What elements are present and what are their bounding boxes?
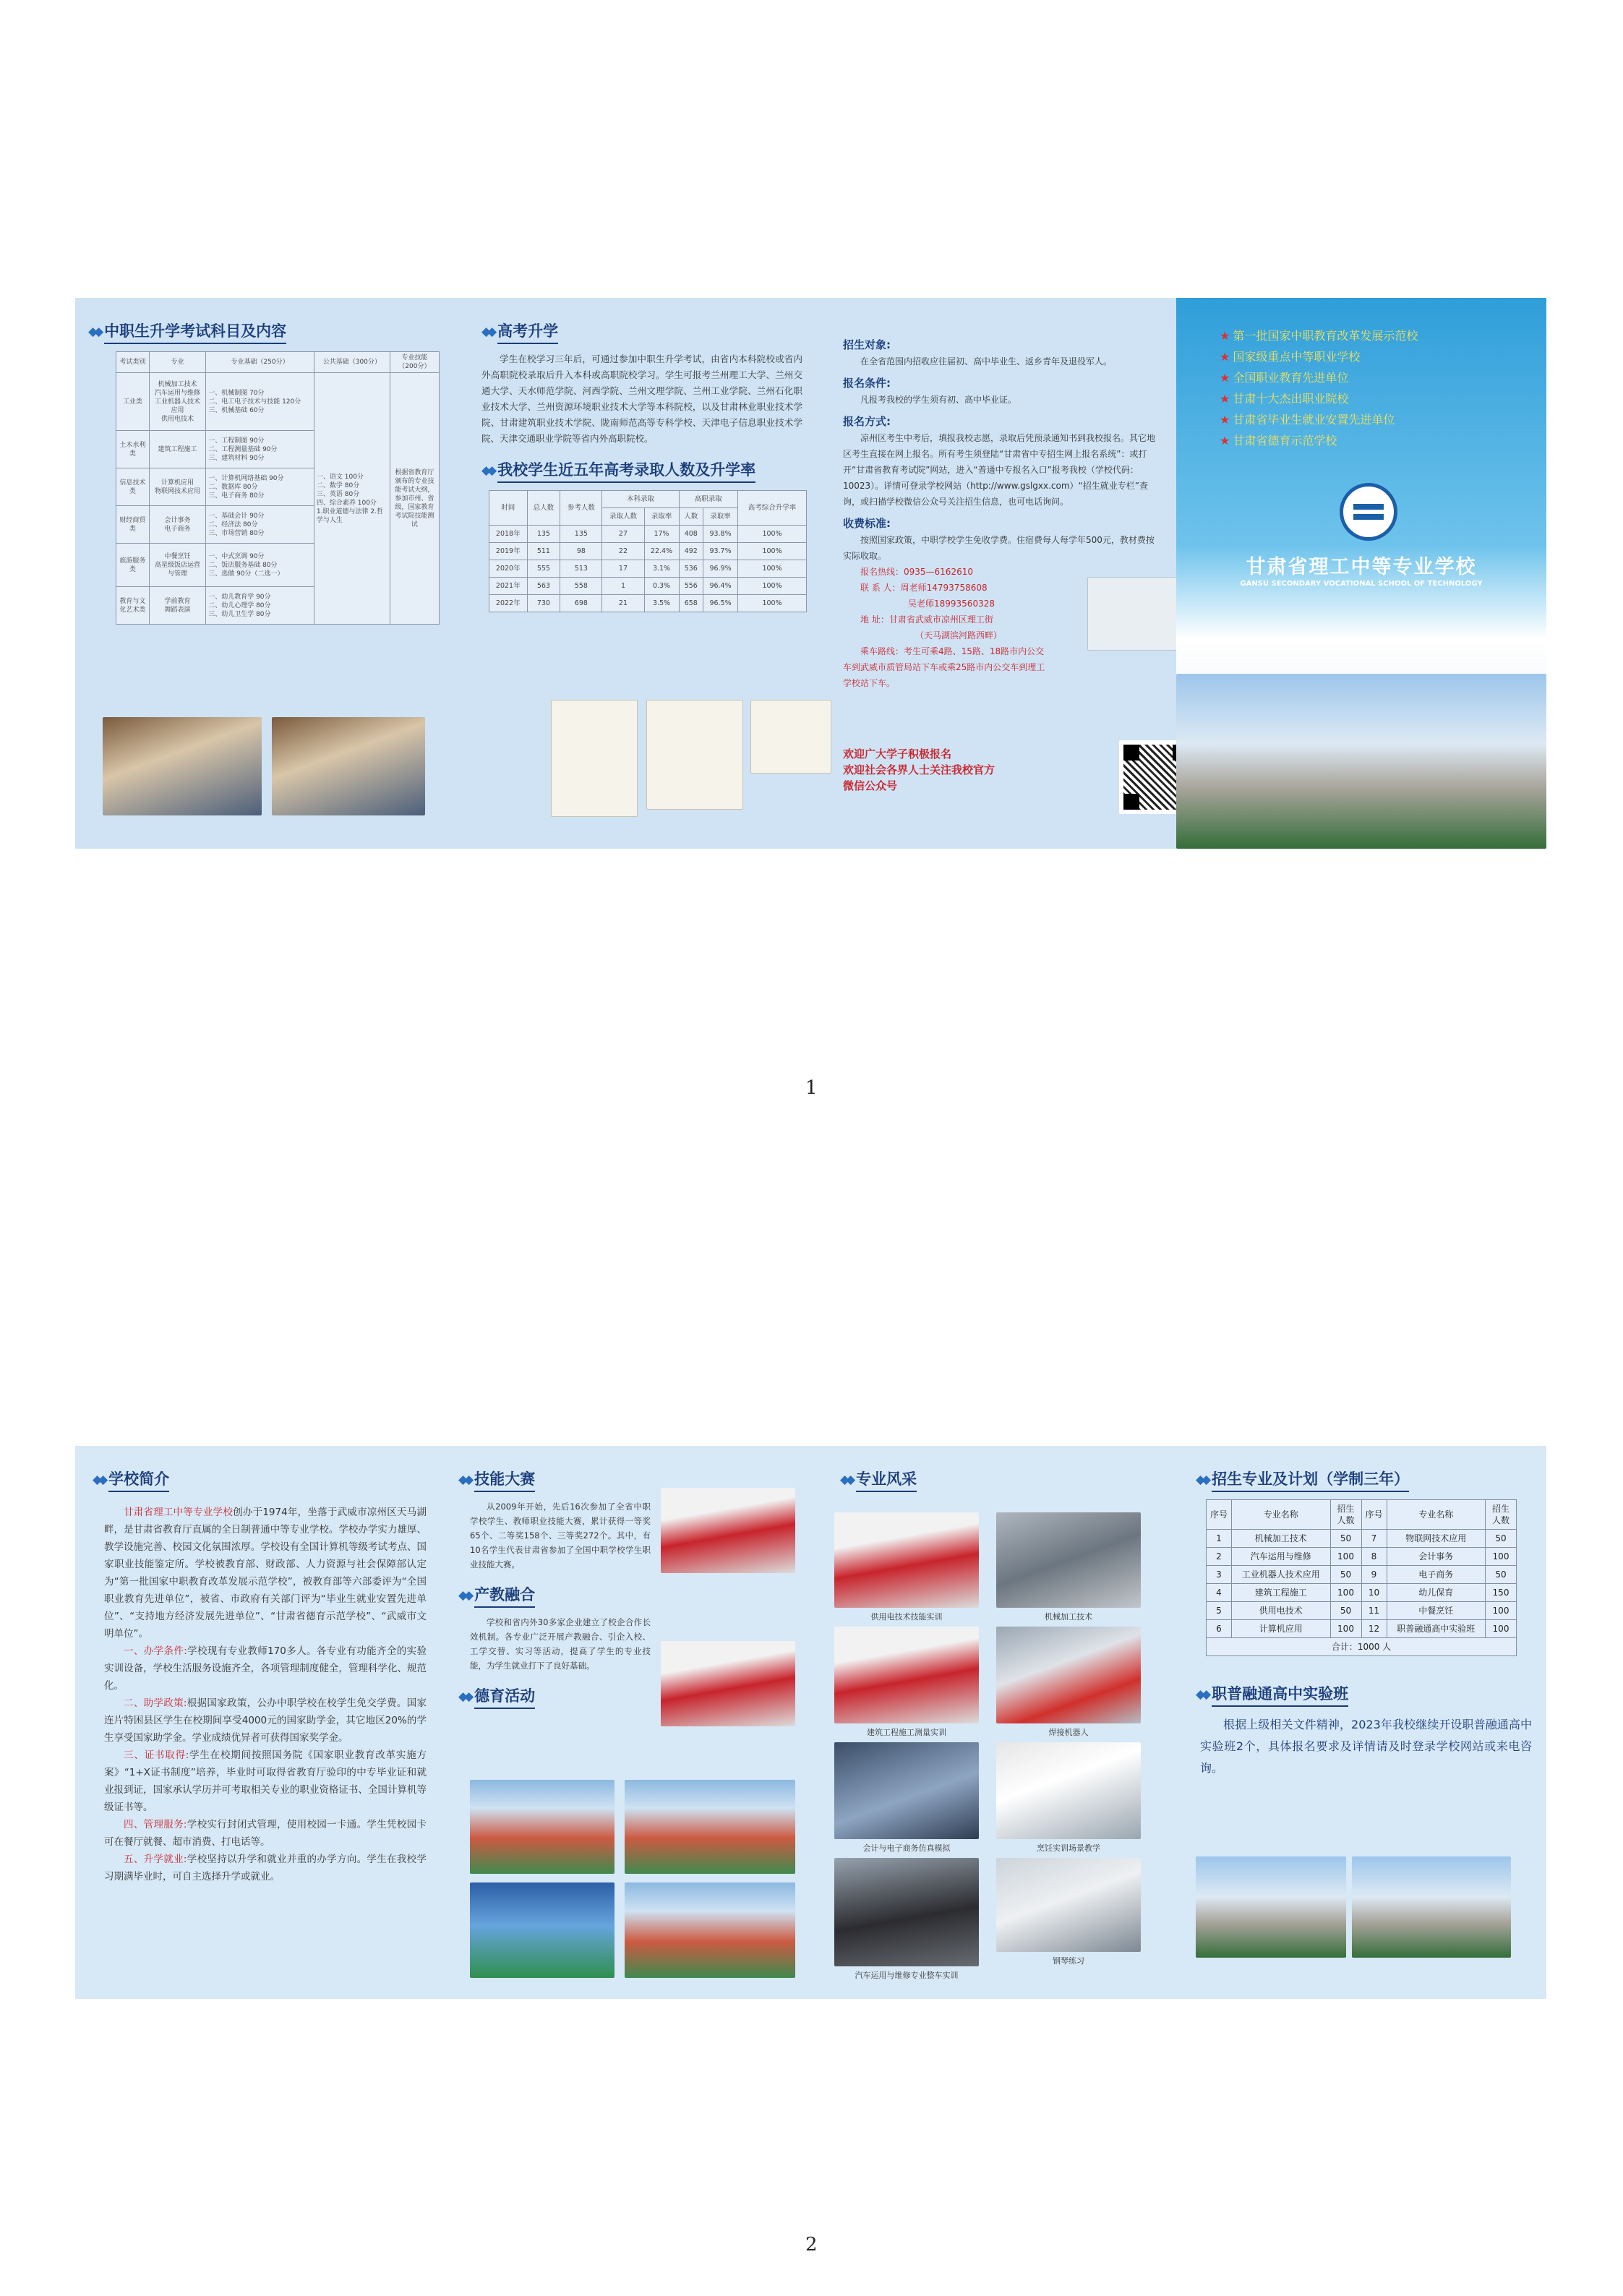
table-cell: 计算机应用 物联网技术应用: [149, 468, 205, 506]
table-cell: 一、幼儿教育学 90分 二、幼儿心理学 80分 三、幼儿卫生学 80分: [206, 587, 314, 625]
major-photo: [996, 1512, 1141, 1608]
major-photo: [834, 1742, 979, 1839]
slogan-text: 欢迎广大学子积极报名: [843, 748, 952, 761]
table-cell: 会计事务: [1387, 1548, 1486, 1566]
intro-text: 二、助学政策:根据国家政策，公办中职学校在校学生免交学费。国家连片特困县区学生在校期间享受4000元的国家助学金，其它地区20%的学生享受国家助学金。学业成绩优异者可获得国家奖学金。: [104, 1697, 427, 1744]
table-cell: 合计：1000 人: [1207, 1638, 1517, 1656]
table-row: [1207, 1530, 1517, 1548]
moral-section-title: ◆◆ 德育活动: [458, 1684, 804, 1709]
table-cell: 100%: [738, 560, 807, 578]
moral-activity-photo: [625, 1780, 795, 1874]
double-chevron-icon: ◆◆: [481, 325, 494, 339]
table-cell: 旅游服务类: [116, 544, 150, 587]
double-chevron-icon: ◆◆: [88, 325, 100, 339]
competition-photo: [661, 1488, 795, 1573]
table-cell: 1: [602, 578, 644, 595]
table-cell: 2021年: [489, 578, 528, 595]
table-header: 高职录取: [679, 491, 738, 508]
campus-photo: [1176, 674, 1546, 849]
table-cell: 50: [1486, 1566, 1517, 1584]
table-cell: 计算机应用: [1232, 1620, 1331, 1638]
moral-activity-photo: [625, 1882, 795, 1978]
majors-panel: [813, 1446, 1174, 1999]
table-cell: 一、计算机网络基础 90分 二、数据库 80分 三、电子商务 80分: [206, 468, 314, 506]
star-icon: ★: [1220, 392, 1230, 406]
gaokao-panel: [451, 298, 827, 849]
table-cell: 一、语文 100分 二、数学 80分 三、英语 80分 四、综合素养 100分 1.职业道德与法律 2.哲学与人生: [314, 373, 390, 625]
pilot-section-title: ◆◆ 职普融通高中实验班: [1196, 1682, 1532, 1707]
star-icon: ★: [1220, 329, 1230, 343]
address-text: （天马湖滨河路西畔）: [915, 630, 1003, 641]
star-icon: ★: [1220, 350, 1230, 364]
table-cell: 730: [527, 595, 560, 612]
stats-section-title: ◆◆ 我校学生近五年高考录取人数及升学率: [481, 458, 814, 483]
photo-caption: 建筑工程施工测量实训: [867, 1728, 946, 1737]
table-cell: 一、基础会计 90分 二、经济法 80分 三、市场营销 80分: [206, 506, 314, 544]
method-label: 报名方式:: [843, 415, 891, 428]
major-photo: [996, 1742, 1141, 1839]
page-number: 2: [805, 2234, 818, 2256]
table-header-row: [116, 352, 440, 373]
exam-section-title: ◆◆ 中职生升学考试科目及内容: [88, 320, 438, 344]
honor-item: ★ 第一批国家中职教育改革发展示范校: [1220, 329, 1418, 343]
table-cell: 50: [1330, 1602, 1361, 1620]
table-header: 专业名称: [1232, 1500, 1331, 1530]
table-cell: 100%: [738, 543, 807, 560]
intro-section-title: ◆◆ 学校简介: [93, 1468, 427, 1492]
table-cell: 698: [560, 595, 602, 612]
industry-photo: [661, 1641, 795, 1726]
intro-text: 三、证书取得:学生在校期间按照国务院《国家职业教育改革实施方案》“1+X证书制度”培养，毕业时可取得省教育厅验印的中专毕业证和就业报到证，国家承认学历并可考取相关专业的职业资格证书、全国计算机等级证书等。: [104, 1749, 427, 1813]
table-cell: 工业类: [116, 373, 150, 431]
table-cell: 8: [1361, 1548, 1387, 1566]
table-header: 专业: [149, 352, 205, 373]
intro-text: 五、升学就业:学校坚持以升学和就业并重的办学方向。学生在我校学习期满毕业时，可自主选择升学或就业。: [104, 1854, 427, 1882]
table-cell: 机械加工技术: [1232, 1530, 1331, 1548]
table-header: 招生人数: [1330, 1500, 1361, 1530]
table-cell: 2022年: [489, 595, 528, 612]
major-photo: [834, 1627, 979, 1723]
table-cell: 96.9%: [703, 560, 738, 578]
table-header: 专业基础（250分）: [206, 352, 314, 373]
star-icon: ★: [1220, 371, 1230, 385]
table-header: 招生人数: [1486, 1500, 1517, 1530]
fee-label: 收费标准:: [843, 517, 891, 530]
table-header: 序号: [1207, 1500, 1232, 1530]
table-cell: 27: [602, 526, 644, 543]
table-cell: 93.8%: [703, 526, 738, 543]
table-header: 时间: [489, 491, 528, 526]
table-cell: 135: [527, 526, 560, 543]
table-row: [489, 543, 807, 560]
table-header: 人数: [679, 508, 703, 526]
double-chevron-icon: ◆◆: [458, 1588, 471, 1603]
table-row: [1207, 1566, 1517, 1584]
table-cell: 4: [1207, 1584, 1232, 1602]
skills-text: 从2009年开始，先后16次参加了全省中职学校学生、教师职业技能大赛，累计获得一等奖65个、二等奖158个、三等奖272个。其中，有10名学生代表甘肃省参加了全国中职学校学生职业技能大赛。: [470, 1502, 651, 1569]
photo-caption: 机械加工技术: [1045, 1612, 1092, 1622]
classroom-photo: [103, 717, 262, 815]
table-cell: 150: [1486, 1584, 1517, 1602]
table-cell: 100: [1330, 1548, 1361, 1566]
star-icon: ★: [1220, 434, 1230, 447]
table-cell: 555: [527, 560, 560, 578]
enrollment-plan-table: [1206, 1499, 1517, 1656]
table-cell: 93.7%: [703, 543, 738, 560]
table-header: 总人数: [527, 491, 560, 526]
table-row: [489, 595, 807, 612]
table-cell: 100: [1486, 1602, 1517, 1620]
slogan-block: [843, 746, 995, 794]
table-cell: 中餐烹饪: [1387, 1602, 1486, 1620]
table-header: 录取人数: [602, 508, 644, 526]
table-cell: 3.5%: [644, 595, 679, 612]
table-cell: 11: [1361, 1602, 1387, 1620]
double-chevron-icon: ◆◆: [458, 1689, 471, 1704]
table-cell: 3.1%: [644, 560, 679, 578]
honor-item: ★ 甘肃十大杰出职业院校: [1220, 392, 1349, 406]
table-cell: 96.5%: [703, 595, 738, 612]
table-cell: 汽车运用与维修: [1232, 1548, 1331, 1566]
table-cell: 22: [602, 543, 644, 560]
table-cell: 96.4%: [703, 578, 738, 595]
star-icon: ★: [1220, 413, 1230, 427]
table-header: 考试类别: [116, 352, 150, 373]
condition-text: 凡报考我校的学生须有初、高中毕业证。: [860, 395, 1017, 405]
table-cell: 2020年: [489, 560, 528, 578]
table-total-row: [1207, 1638, 1517, 1656]
table-cell: 7: [1361, 1530, 1387, 1548]
industry-text: 学校和省内外30多家企业建立了校企合作长效机制。各专业广泛开展产教融合、引企入校、工学交替、实习等活动，提高了学生的专业技能，为学生就业打下了良好基础。: [470, 1617, 651, 1671]
intro-panel: [75, 1446, 444, 1999]
industry-section-title: ◆◆ 产教融合: [458, 1583, 804, 1608]
table-cell: 536: [679, 560, 703, 578]
table-cell: 机械加工技术 汽车运用与维修 工业机器人技术应用 供用电技术: [149, 373, 205, 431]
table-cell: 563: [527, 578, 560, 595]
table-cell: 50: [1486, 1530, 1517, 1548]
table-cell: 492: [679, 543, 703, 560]
exam-table: [116, 351, 440, 625]
exam-panel: [75, 298, 451, 849]
table-header-row: [489, 491, 807, 508]
school-logo: [1340, 483, 1397, 541]
pilot-text: 根据上级相关文件精神，2023年我校继续开设职普融通高中实验班2个，具体报名要求及详情请及时登录学校网站或来电咨询。: [1200, 1718, 1532, 1775]
admission-stats-table: [489, 490, 807, 612]
table-cell: 土木水利类: [116, 431, 150, 468]
double-chevron-icon: ◆◆: [93, 1473, 105, 1487]
table-cell: 100%: [738, 595, 807, 612]
table-cell: 教育与文化艺术类: [116, 587, 150, 625]
photo-caption: 供用电技术技能实训: [870, 1612, 943, 1622]
table-cell: 98: [560, 543, 602, 560]
table-header-row: [1207, 1500, 1517, 1530]
table-header: 高考综合升学率: [738, 491, 807, 526]
table-cell: 职普融通高中实验班: [1387, 1620, 1486, 1638]
table-cell: 工业机器人技术应用: [1232, 1566, 1331, 1584]
table-header: 专业名称: [1387, 1500, 1486, 1530]
table-cell: 会计事务 电子商务: [149, 506, 205, 544]
table-cell: 10: [1361, 1584, 1387, 1602]
brochure-outside: [75, 298, 1546, 849]
table-cell: 建筑工程施工: [149, 431, 205, 468]
table-cell: 100%: [738, 526, 807, 543]
target-text: 在全省范围内招收应往届初、高中毕业生、返乡青年及退役军人。: [860, 356, 1113, 367]
honors-list: [1220, 325, 1418, 451]
table-cell: 一、工程制图 90分 二、工程测量基础 90分 三、建筑材料 90分: [206, 431, 314, 468]
table-cell: 建筑工程施工: [1232, 1584, 1331, 1602]
photo-caption: 钢琴练习: [1053, 1956, 1084, 1966]
moral-activity-photo: [470, 1882, 614, 1978]
table-header: 本科录取: [602, 491, 679, 508]
intro-text: 一、办学条件:学校现有专业教师170多人。各专业有功能齐全的实验实训设备，学校生活服务设施齐全，各项管理制度健全，管理科学化、规范化。: [104, 1645, 427, 1692]
major-photo: [834, 1858, 979, 1966]
table-cell: 供用电技术: [1232, 1602, 1331, 1620]
table-cell: 556: [679, 578, 703, 595]
table-cell: 中餐烹饪 高星级饭店运营与管理: [149, 544, 205, 587]
table-cell: 50: [1330, 1530, 1361, 1548]
honor-item: ★ 甘肃省德育示范学校: [1220, 434, 1337, 447]
table-cell: 5: [1207, 1602, 1232, 1620]
target-label: 招生对象:: [843, 338, 891, 351]
moral-activity-photo: [470, 1780, 614, 1874]
double-chevron-icon: ◆◆: [1196, 1473, 1208, 1487]
double-chevron-icon: ◆◆: [840, 1473, 852, 1487]
table-cell: 2: [1207, 1548, 1232, 1566]
table-cell: 财经商贸类: [116, 506, 150, 544]
campus-building-photo: [1352, 1856, 1511, 1958]
students-reading-photo: [272, 717, 425, 815]
double-chevron-icon: ◆◆: [481, 463, 494, 478]
table-row: [489, 526, 807, 543]
table-cell: 17%: [644, 526, 679, 543]
table-row: [116, 373, 440, 431]
table-cell: 3: [1207, 1566, 1232, 1584]
table-cell: 2019年: [489, 543, 528, 560]
table-row: [1207, 1548, 1517, 1566]
fee-text: 按照国家政策，中职学校学生免收学费。住宿费每人每学年500元，教材费按实际收取。: [843, 535, 1155, 561]
intro-text: 四、管理服务:学校实行封闭式管理，使用校园一卡通。学生凭校园卡可在餐厅就餐、超市消费、打电话等。: [104, 1819, 427, 1848]
table-cell: 学前教育 舞蹈表演: [149, 587, 205, 625]
campus-gate-photo: [1196, 1856, 1346, 1958]
plan-section-title: ◆◆ 招生专业及计划（学制三年）: [1196, 1468, 1532, 1492]
table-cell: 21: [602, 595, 644, 612]
table-row: [489, 578, 807, 595]
table-row: [1207, 1584, 1517, 1602]
major-photo: [996, 1627, 1141, 1723]
honor-item: ★ 甘肃省毕业生就业安置先进单位: [1220, 413, 1395, 427]
double-chevron-icon: ◆◆: [1196, 1687, 1208, 1702]
major-photo: [834, 1512, 979, 1608]
contact-text: 联 系 人：周老师14793758608: [860, 583, 988, 593]
table-row: [489, 560, 807, 578]
activities-panel: [444, 1446, 813, 1999]
certificate-photo: [551, 700, 638, 817]
table-cell: 100: [1486, 1620, 1517, 1638]
contact-block: [843, 564, 1031, 643]
method-text: 凉州区考生中考后，填报我校志愿，录取后凭预录通知书到我校报名。其它地区考生直接在网上报名。所有考生须登陆“甘肃省中专招生网上报名系统”：或打开“甘肃省教育考试院”网站，进入“普通中专报名入口”报考我校（学校代码：10023）。详情可登录学校网站（http://www.gslgxx.com）“招生就业专栏”查询，或扫描学校微信公众号关注招生信息，也可电话询问。: [843, 433, 1156, 507]
table-cell: 100%: [738, 578, 807, 595]
photo-caption: 烹饪实训场景教学: [1037, 1843, 1100, 1853]
condition-label: 报名条件:: [843, 377, 891, 390]
major-photo: [996, 1858, 1141, 1952]
double-chevron-icon: ◆◆: [458, 1473, 471, 1487]
location-map: [1087, 577, 1190, 651]
page-number: 1: [805, 1077, 818, 1099]
photo-caption: 会计与电子商务仿真模拟: [862, 1843, 951, 1853]
table-cell: 物联网技术应用: [1387, 1530, 1486, 1548]
table-cell: 根据省教育厅颁布的专业技能考试大纲，参加市州、省级，国家教育考试院技能测试: [390, 373, 439, 625]
table-cell: 100: [1486, 1548, 1517, 1566]
table-cell: 12: [1361, 1620, 1387, 1638]
honor-item: ★ 国家级重点中等职业学校: [1220, 350, 1361, 364]
photo-caption: 焊接机器人: [1048, 1728, 1089, 1737]
table-cell: 电子商务: [1387, 1566, 1486, 1584]
table-cell: 135: [560, 526, 602, 543]
table-cell: 0.3%: [644, 578, 679, 595]
table-cell: 22.4%: [644, 543, 679, 560]
brochure-inside: [75, 1446, 1546, 1999]
table-cell: 511: [527, 543, 560, 560]
cover-panel: [1176, 298, 1546, 849]
table-cell: 1: [1207, 1530, 1232, 1548]
table-cell: 408: [679, 526, 703, 543]
table-cell: 100: [1330, 1584, 1361, 1602]
table-row: [1207, 1620, 1517, 1638]
table-cell: 幼儿保育: [1387, 1584, 1486, 1602]
gaokao-text: 学生在校学习三年后，可通过参加中职生升学考试，由省内本科院校或省内外高职院校录取后升入本科或高职院校学习。学生可报考兰州理工大学、兰州交通大学、天水师范学院、河西学院、兰州文理学院、兰州工业学院、兰州石化职业技术大学、兰州资源环境职业技术大学等本科院校，以及甘肃林业职业技术学院、甘肃建筑职业技术学院、陇南师范高等专科学校、天津电子信息职业技术学院、天津交通职业学院等省内外高职院校。: [481, 354, 802, 444]
table-header: 参考人数: [560, 491, 602, 526]
intro-text: 甘肃省理工中等专业学校创办于1974年，坐落于武威市凉州区天马湖畔，是甘肃省教育厅直属的全日制普通中等专业学校。学校办学实力雄厚、教学设施完善、校园文化氛围浓厚。学校设有全国计算机等级考试考点、国家职业技能鉴定所。学校被教育部、财政部、人力资源与社会保障部认定为“第一批国家中职教育改革发展示范学校”，被教育部等六部委评为“全国职业教育先进单位”，被省、市政府有关部门评为“毕业生就业安置先进单位”、“支持地方经济发展先进单位”、“甘肃省德育示范学校”、“武威市文明单位”。: [104, 1507, 427, 1640]
table-row: [1207, 1602, 1517, 1620]
table-cell: 17: [602, 560, 644, 578]
contact-text: 吴老师18993560328: [908, 599, 995, 609]
table-header: 公共基础（300分）: [314, 352, 390, 373]
certificate-photo: [646, 700, 743, 810]
table-cell: 50: [1330, 1566, 1361, 1584]
slogan-text: 微信公众号: [843, 779, 898, 792]
address-text: 地 址：甘肃省武威市凉州区理工街: [860, 614, 993, 625]
plan-panel: [1174, 1446, 1546, 1999]
certificate-photo: [750, 700, 831, 774]
table-cell: 658: [679, 595, 703, 612]
table-header: 录取率: [703, 508, 738, 526]
slogan-text: 欢迎社会各界人士关注我校官方: [843, 763, 995, 776]
skills-section-title: ◆◆ 技能大赛: [458, 1468, 804, 1492]
table-cell: 一、中式烹调 90分 二、饭店服务基础 80分 三、选做 90分（二选一）: [206, 544, 314, 587]
hotline-text: 报名热线：0935—6162610: [860, 567, 973, 577]
majors-section-title: ◆◆ 专业风采: [840, 1468, 1161, 1492]
table-cell: 一、机械制图 70分 二、电工电子技术与技能 120分 三、机械基础 60分: [206, 373, 314, 431]
table-cell: 6: [1207, 1620, 1232, 1638]
table-cell: 信息技术类: [116, 468, 150, 506]
admission-panel: [827, 298, 1189, 849]
table-cell: 100: [1330, 1620, 1361, 1638]
honor-item: ★ 全国职业教育先进单位: [1220, 371, 1349, 385]
table-cell: 513: [560, 560, 602, 578]
photo-caption: 汽车运用与维修专业整车实训: [855, 1971, 959, 1980]
table-cell: 9: [1361, 1566, 1387, 1584]
table-cell: 558: [560, 578, 602, 595]
bus-route-text: 乘车路线：考生可乘4路、15路、18路市内公交车到武威市质管局站下车或乘25路市内公交车到理工学校站下车。: [843, 646, 1045, 688]
table-header: 序号: [1361, 1500, 1387, 1530]
gaokao-section-title: ◆◆ 高考升学: [481, 320, 814, 344]
table-header: 录取率: [644, 508, 679, 526]
table-cell: 2018年: [489, 526, 528, 543]
table-header: 专业技能（200分）: [390, 352, 439, 373]
school-name-cn: 甘肃省理工中等专业学校: [1246, 556, 1477, 578]
school-name-en: GANSU SECONDARY VOCATIONAL SCHOOL OF TECHNOLOGY: [1240, 580, 1483, 588]
